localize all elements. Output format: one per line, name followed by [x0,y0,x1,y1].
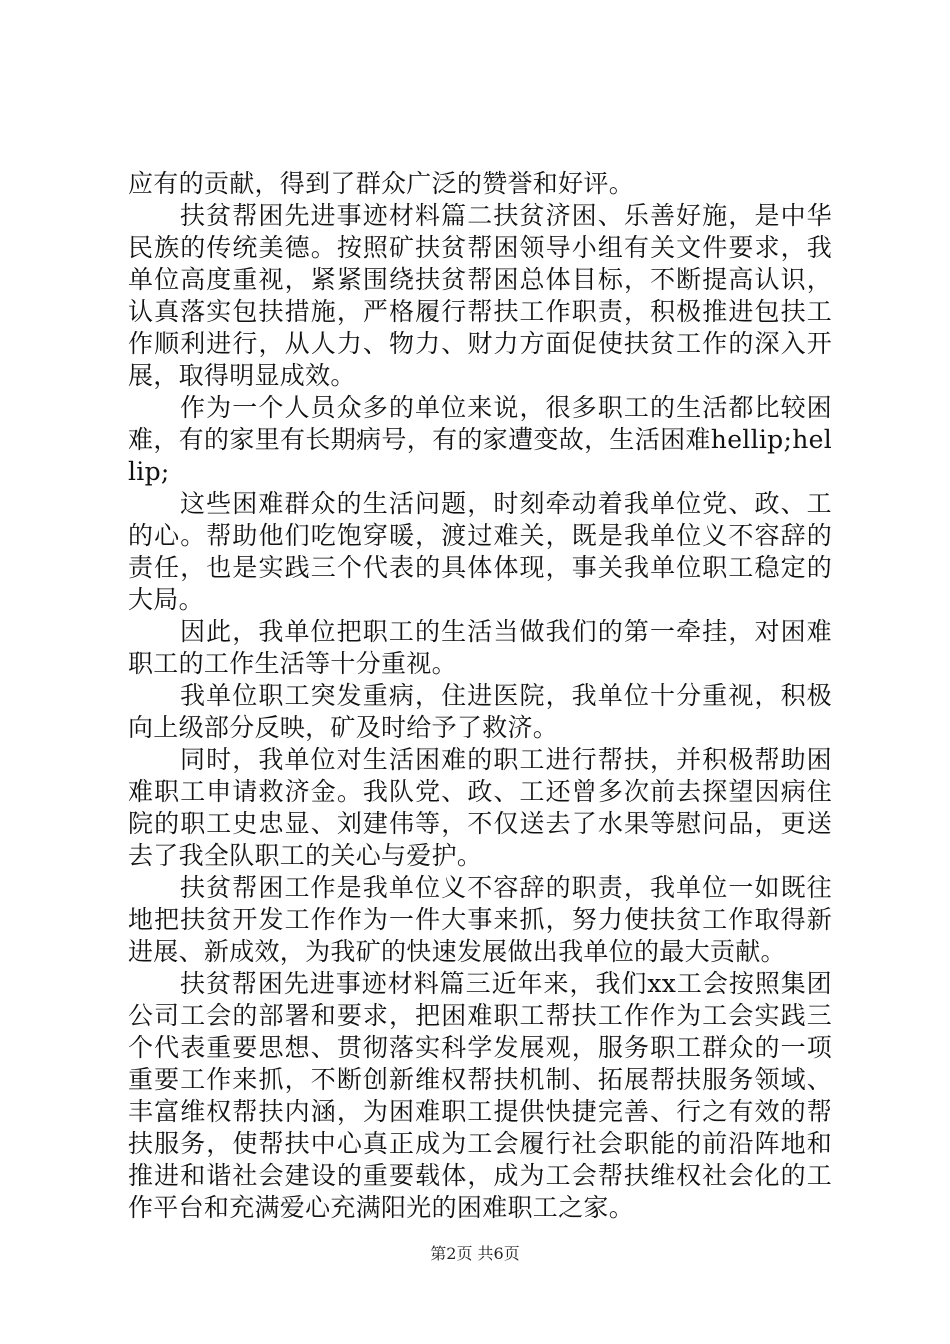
paragraph-section-three: 扶贫帮困先进事迹材料篇三近年来，我们xx工会按照集团公司工会的部署和要求，把困难职工帮扶工作作为工会实践三个代表重要思想、贯彻落实科学发展观，服务职工群众的一项重要工作来抓，不断创新维权帮扶机制、拓展帮扶服务领域、丰富维权帮扶内涵，为困难职工提供快捷完善、行之有效的帮扶服务，使帮扶中心真正成为工会履行社会职能的前沿阵地和推进和谐社会建设的重要载体，成为工会帮扶维权社会化的工作平台和充满爱心充满阳光的困难职工之家。 [128,969,832,1222]
page-number-footer: 第2页 共6页 [430,1244,520,1263]
paragraph-employee-hardship: 作为一个人员众多的单位来说，很多职工的生活都比较困难，有的家里有长期病号，有的家遭变故，生活困难hellip;hellip; [128,393,832,486]
paragraph-continuation: 应有的贡献，得到了群众广泛的赞誉和好评。 [128,169,635,198]
paragraph-assistance: 同时，我单位对生活困难的职工进行帮扶，并积极帮助困难职工申请救济金。我队党、政、工还曾多次前去探望因病住院的职工史忠显、刘建伟等，不仅送去了水果等慰问品，更送去了我全队职工的关心与爱护。 [128,745,832,870]
paragraph-duty: 扶贫帮困工作是我单位义不容辞的职责，我单位一如既往地把扶贫开发工作作为一件大事来抓，努力使扶贫工作取得新进展、新成效，为我矿的快速发展做出我单位的最大贡献。 [128,873,832,966]
document-body [128,168,832,1224]
paragraph-illness-relief: 我单位职工突发重病，住进医院，我单位十分重视，积极向上级部分反映，矿及时给予了救济。 [128,681,832,742]
paragraph-priority: 因此，我单位把职工的生活当做我们的第一牵挂，对困难职工的工作生活等十分重视。 [128,617,832,678]
paragraph-concern: 这些困难群众的生活问题，时刻牵动着我单位党、政、工的心。帮助他们吃饱穿暖，渡过难关，既是我单位义不容辞的责任，也是实践三个代表的具体体现，事关我单位职工稳定的大局。 [128,489,832,614]
paragraph-section-two-intro: 扶贫帮困先进事迹材料篇二扶贫济困、乐善好施，是中华民族的传统美德。按照矿扶贫帮困领导小组有关文件要求，我单位高度重视，紧紧围绕扶贫帮困总体目标，不断提高认识，认真落实包扶措施，严格履行帮扶工作职责，积极推进包扶工作顺利进行，从人力、物力、财力方面促使扶贫工作的深入开展，取得明显成效。 [128,201,832,390]
